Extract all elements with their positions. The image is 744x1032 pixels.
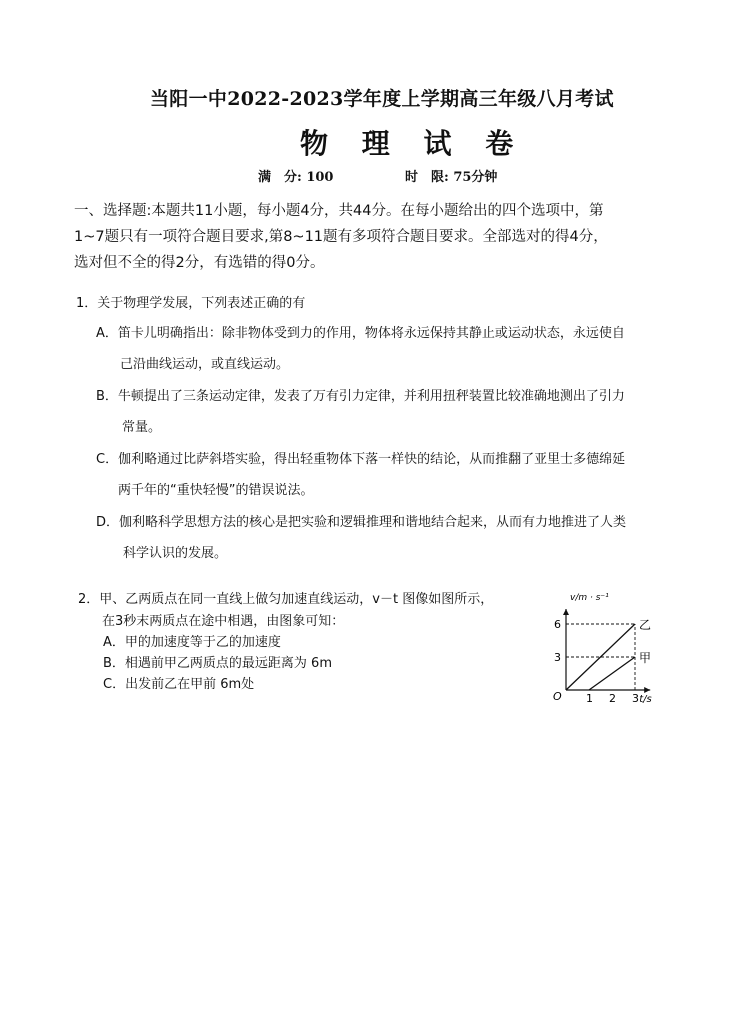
subject-title: 物 理 试 卷 xyxy=(300,127,526,160)
section-instruction-line3: 选对但不全的得2分，有选错的得0分。 xyxy=(74,255,325,271)
section-instruction-line1: 一、选择题:本题共11小题，每小题4分，共44分。在每小题给出的四个选项中，第 xyxy=(74,203,604,219)
q2-option-c: C．出发前乙在甲前 6m处 xyxy=(103,677,255,692)
vt-graph xyxy=(548,586,674,704)
time-limit: 时 限: 75分钟 xyxy=(405,170,498,185)
y-axis-arrow xyxy=(563,609,569,615)
q1-option-c: C．伽利略通过比萨斜塔实验，得出轻重物体下落一样快的结论，从而推翻了亚里士多德绵延 xyxy=(96,452,626,467)
section-instruction-line2: 1~7题只有一项符合题目要求,第8~11题有多项符合题目要求。全部选对的得4分， xyxy=(74,229,608,245)
q1-option-a-cont: 己沿曲线运动，或直线运动。 xyxy=(120,357,290,372)
q1-option-c-cont: 两千年的“重快轻慢”的错误说法。 xyxy=(118,483,314,498)
x-axis-arrow xyxy=(644,687,650,693)
q2-option-a: A．甲的加速度等于乙的加速度 xyxy=(103,635,281,650)
x-tick-label-1: 2 xyxy=(609,692,616,704)
x-tick-label-0: 1 xyxy=(586,692,593,704)
x-tick-label-2: 3 xyxy=(632,692,639,704)
q1-option-b-cont: 常量。 xyxy=(122,420,162,435)
y-tick-label-0: 3 xyxy=(554,651,561,664)
q1-option-d: D．伽利略科学思想方法的核心是把实验和逻辑推理和谐地结合起来，从而有力地推进了人类 xyxy=(96,515,627,530)
q2-stem: 2．甲、乙两质点在同一直线上做匀加速直线运动，v－t 图像如图所示， xyxy=(78,592,494,607)
full-score: 满 分: 100 xyxy=(258,170,334,185)
q2-option-b: B．相遇前甲乙两质点的最远距离为 6m xyxy=(103,656,332,671)
q1-option-b: B．牛顿提出了三条运动定律，发表了万有引力定律，并利用扭秤装置比较准确地测出了引力 xyxy=(96,389,625,404)
q1-option-a: A．笛卡儿明确指出：除非物体受到力的作用，物体将永远保持其静止或运动状态，永远使自 xyxy=(96,326,625,341)
school-title: 当阳一中2022-2023学年度上学期高三年级八月考试 xyxy=(150,88,614,110)
y-axis-label: v/m · s⁻¹ xyxy=(570,593,609,603)
y-tick-label-1: 6 xyxy=(554,618,561,631)
q1-option-d-cont: 科学认识的发展。 xyxy=(123,546,228,561)
x-axis-label: t/s xyxy=(639,694,652,704)
q2-stem-cont: 在3秒末两质点在途中相遇，由图象可知： xyxy=(102,614,345,629)
q1-stem: 1．关于物理学发展，下列表述正确的有 xyxy=(76,296,306,311)
series-label-0: 乙 xyxy=(639,618,652,632)
series-label-1: 甲 xyxy=(639,651,652,665)
origin-label: O xyxy=(553,690,562,703)
